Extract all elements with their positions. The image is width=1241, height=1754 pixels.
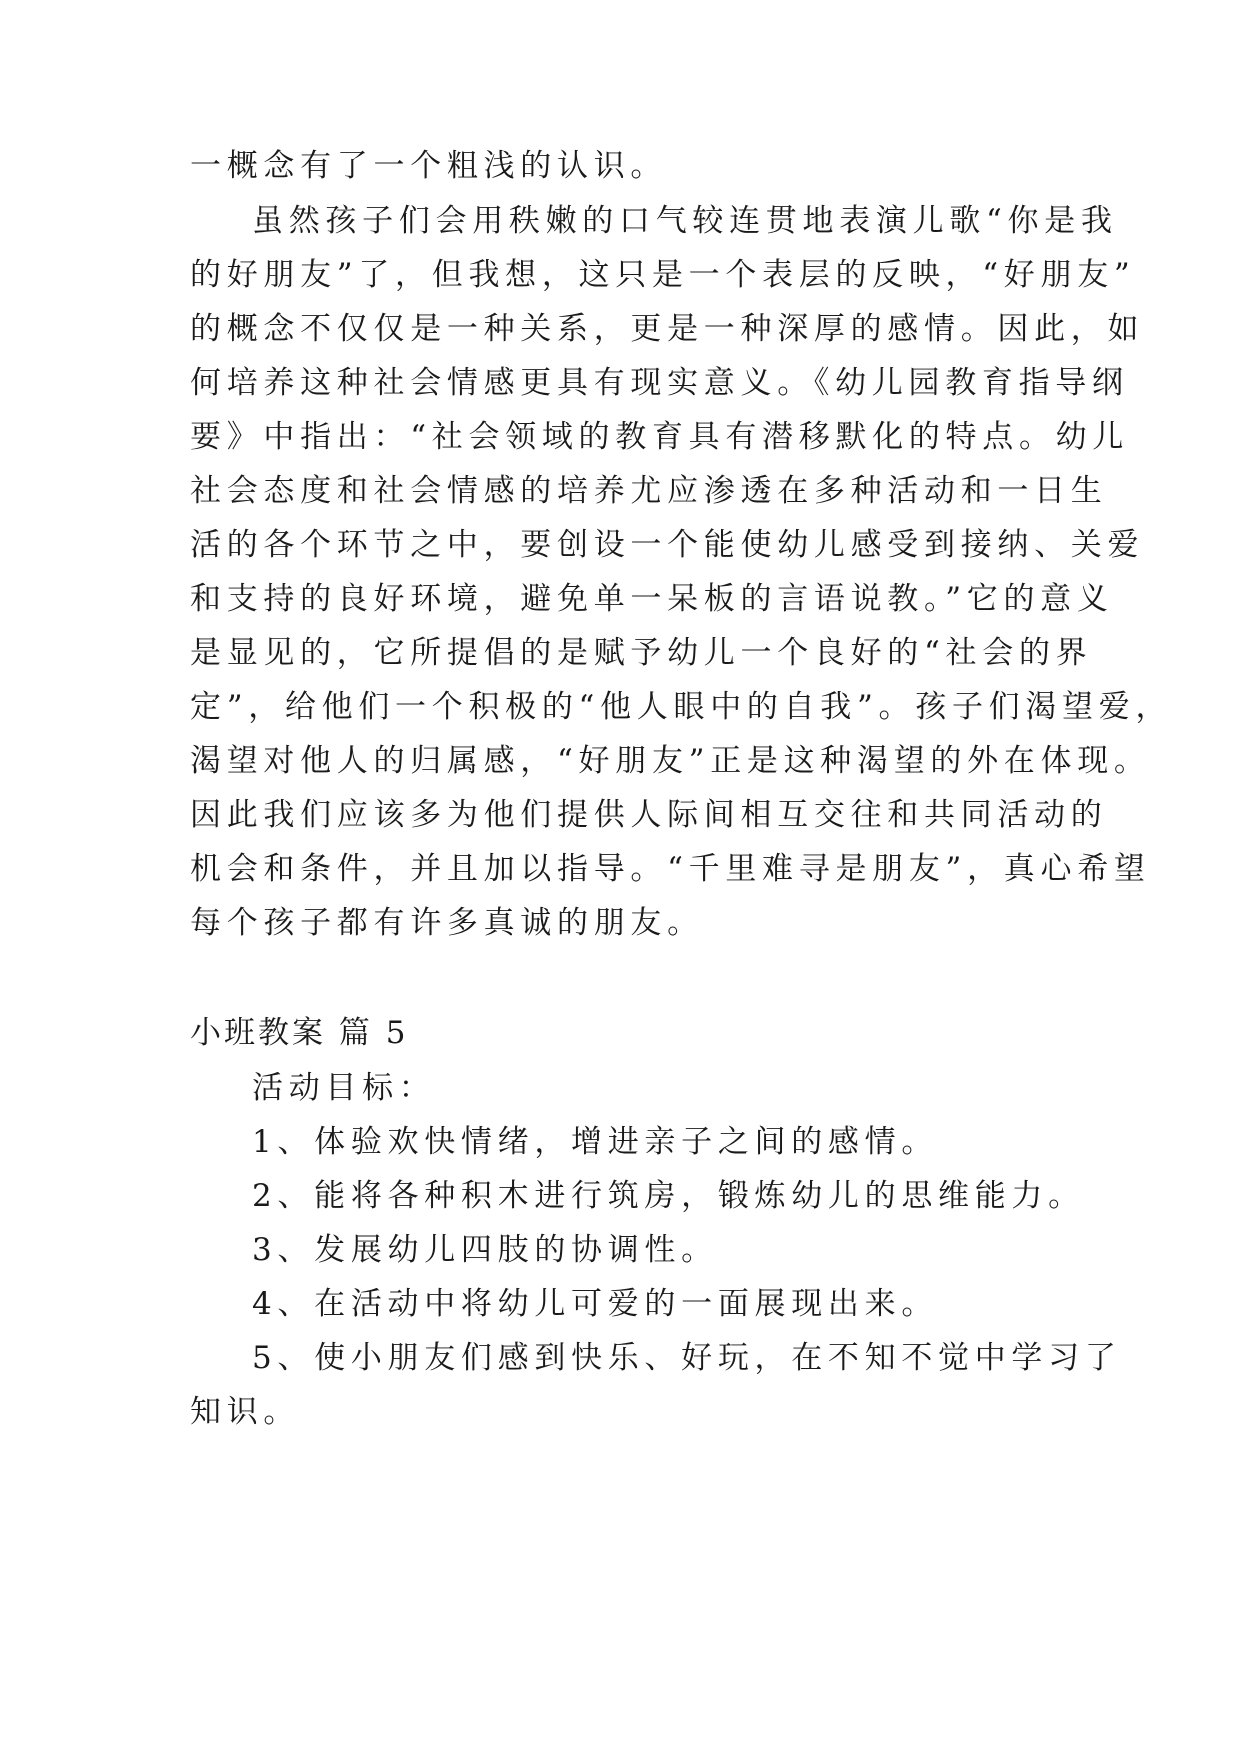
paragraph-line: 何培养这种社会情感更具有现实意义。《幼儿园教育指导纲 — [190, 365, 1129, 401]
paragraph-line: 的好朋友”了，但我想，这只是一个表层的反映，“好朋友” — [190, 257, 1136, 293]
paragraph-line: 要》中指出：“社会领域的教育具有潜移默化的特点。幼儿 — [190, 419, 1130, 455]
section-title: 小班教案 篇 5 — [190, 1015, 409, 1051]
goal-item: 2、能将各种积木进行筑房，锻炼幼儿的思维能力。 — [252, 1178, 1085, 1214]
paragraph-line: 活的各个环节之中，要创设一个能使幼儿感受到接纳、关爱 — [190, 527, 1145, 563]
paragraph-line: 因此我们应该多为他们提供人际间相互交往和共同活动的 — [190, 797, 1108, 833]
paragraph-line: 社会态度和社会情感的培养尤应渗透在多种活动和一日生 — [190, 473, 1108, 509]
goal-item: 1、体验欢快情绪，增进亲子之间的感情。 — [252, 1124, 939, 1160]
paragraph-line: 渴望对他人的归属感，“好朋友”正是这种渴望的外在体现。 — [190, 743, 1151, 779]
paragraph-line: 和支持的良好环境，避免单一呆板的言语说教。”它的意义 — [190, 581, 1114, 617]
goal-item-continued: 知识。 — [190, 1394, 301, 1430]
paragraph-line: 的概念不仅仅是一种关系，更是一种深厚的感情。因此，如 — [190, 311, 1145, 347]
goal-item: 4、在活动中将幼儿可爱的一面展现出来。 — [252, 1286, 939, 1322]
paragraph-line: 是显见的，它所提倡的是赋予幼儿一个良好的“社会的界 — [190, 635, 1093, 671]
paragraph-line: 虽然孩子们会用秩嫩的口气较连贯地表演儿歌“你是我 — [252, 203, 1118, 239]
paragraph-line: 定”，给他们一个积极的“他人眼中的自我”。孩子们渴望爱， — [190, 689, 1173, 725]
paragraph-line: 每个孩子都有许多真诚的朋友。 — [190, 905, 704, 941]
goal-item: 5、使小朋友们感到快乐、好玩，在不知不觉中学习了 — [252, 1340, 1122, 1376]
goals-heading: 活动目标： — [252, 1070, 436, 1106]
paragraph-line: 机会和条件，并且加以指导。“千里难寻是朋友”，真心希望 — [190, 851, 1151, 887]
paragraph-line: 一概念有了一个粗浅的认识。 — [190, 148, 668, 184]
goal-item: 3、发展幼儿四肢的协调性。 — [252, 1232, 718, 1268]
